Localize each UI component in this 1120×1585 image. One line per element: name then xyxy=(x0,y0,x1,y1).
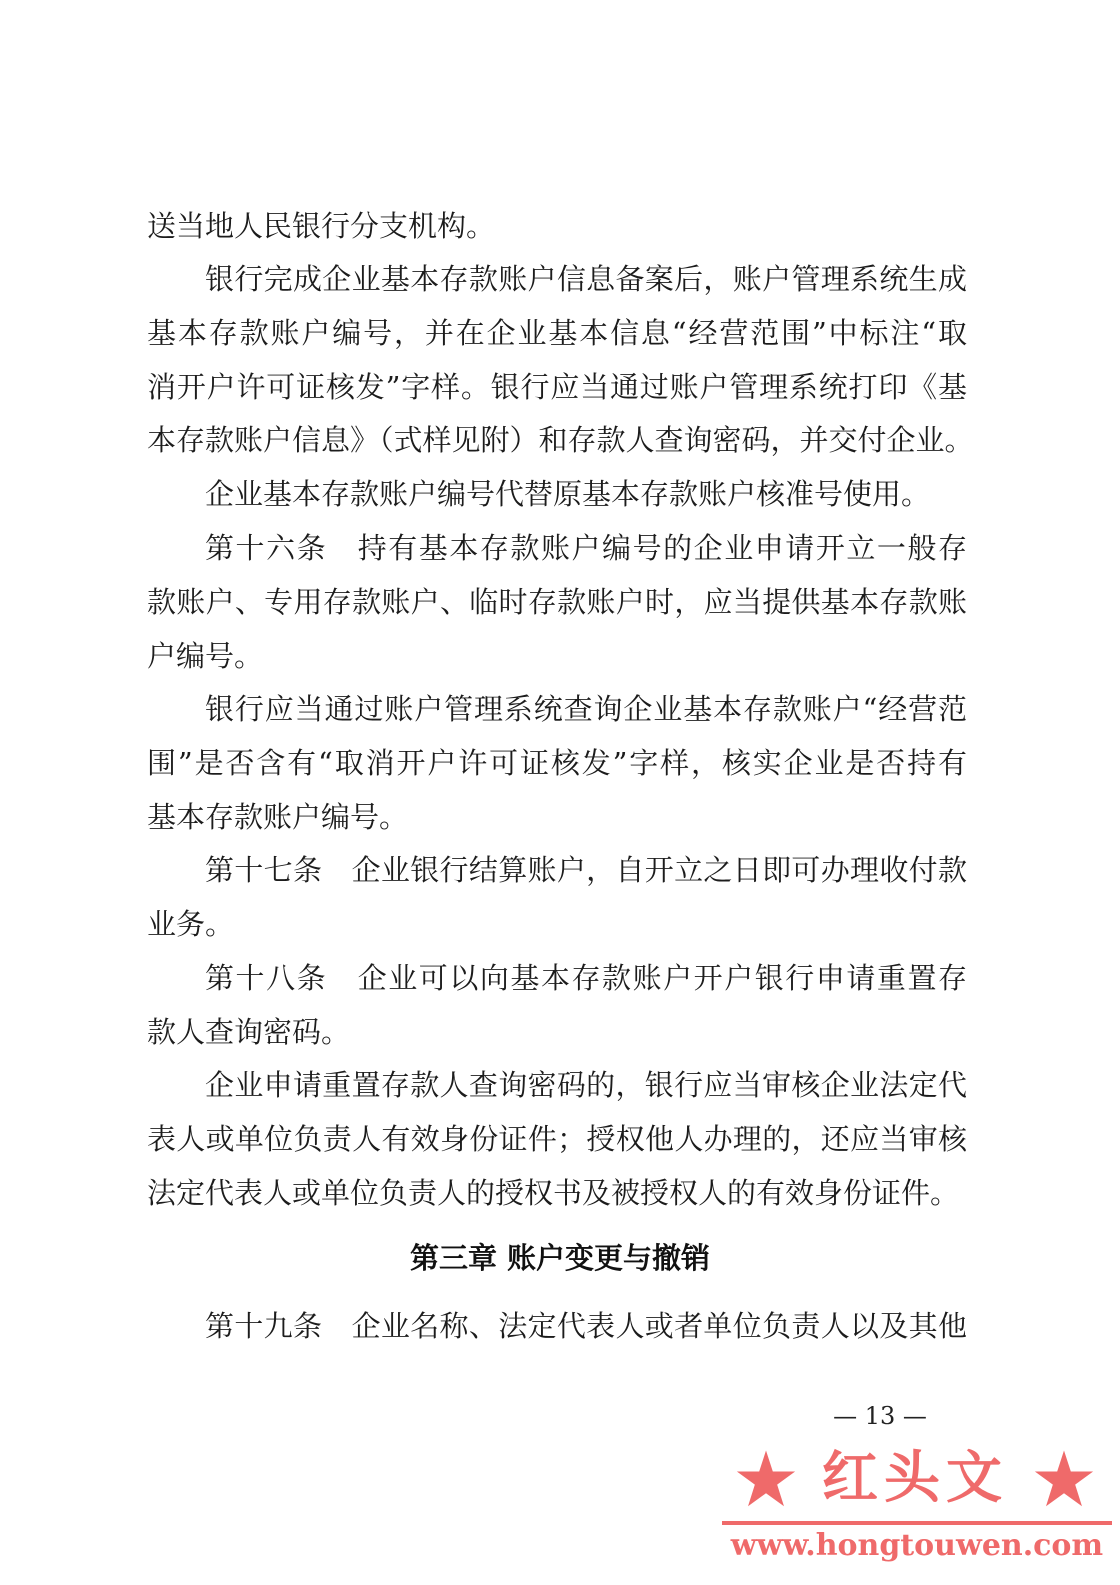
body-line: 表人或单位负责人有效身份证件；授权他人办理的，还应当审核 xyxy=(147,1122,967,1156)
star-icon xyxy=(1033,1448,1095,1510)
body-line: 银行完成企业基本存款账户信息备案后，账户管理系统生成 xyxy=(205,262,967,296)
article-16-line: 第十六条 持有基本存款账户编号的企业申请开立一般存 xyxy=(205,531,967,565)
body-line: 款人查询密码。 xyxy=(147,1015,351,1049)
body-line: 本存款账户信息》（式样见附）和存款人查询密码，并交付企业。 xyxy=(147,423,974,457)
page-number: — 13 — xyxy=(833,1402,927,1430)
body-line: 围”是否含有“取消开户许可证核发”字样，核实企业是否持有 xyxy=(147,746,967,780)
body-line: 消开户许可证核发”字样。银行应当通过账户管理系统打印《基 xyxy=(147,370,967,404)
body-line: 基本存款账户编号，并在企业基本信息“经营范围”中标注“取 xyxy=(147,316,967,350)
article-19-line: 第十九条 企业名称、法定代表人或者单位负责人以及其他 xyxy=(205,1309,967,1343)
chapter-heading: 第三章 账户变更与撤销 xyxy=(409,1241,711,1275)
body-line: 法定代表人或单位负责人的授权书及被授权人的有效身份证件。 xyxy=(147,1176,960,1210)
body-line: 款账户、专用存款账户、临时存款账户时，应当提供基本存款账 xyxy=(147,585,967,619)
star-icon xyxy=(735,1448,797,1510)
body-line: 户编号。 xyxy=(147,639,264,673)
body-line: 基本存款账户编号。 xyxy=(147,800,409,834)
body-line: 业务。 xyxy=(147,907,235,941)
watermark-title: 红头文 xyxy=(822,1446,1008,1511)
body-line: 送当地人民银行分支机构。 xyxy=(147,209,496,243)
watermark-logo xyxy=(735,1447,1095,1511)
body-line: 企业申请重置存款人查询密码的，银行应当审核企业法定代 xyxy=(205,1068,967,1102)
article-17-line: 第十七条 企业银行结算账户，自开立之日即可办理收付款 xyxy=(205,853,967,887)
body-line: 银行应当通过账户管理系统查询企业基本存款账户“经营范 xyxy=(205,692,967,726)
article-18-line: 第十八条 企业可以向基本存款账户开户银行申请重置存 xyxy=(205,961,967,995)
body-line: 企业基本存款账户编号代替原基本存款账户核准号使用。 xyxy=(205,477,931,511)
watermark-url: www.hongtouwen.com xyxy=(730,1528,1104,1563)
watermark-divider xyxy=(722,1521,1112,1525)
